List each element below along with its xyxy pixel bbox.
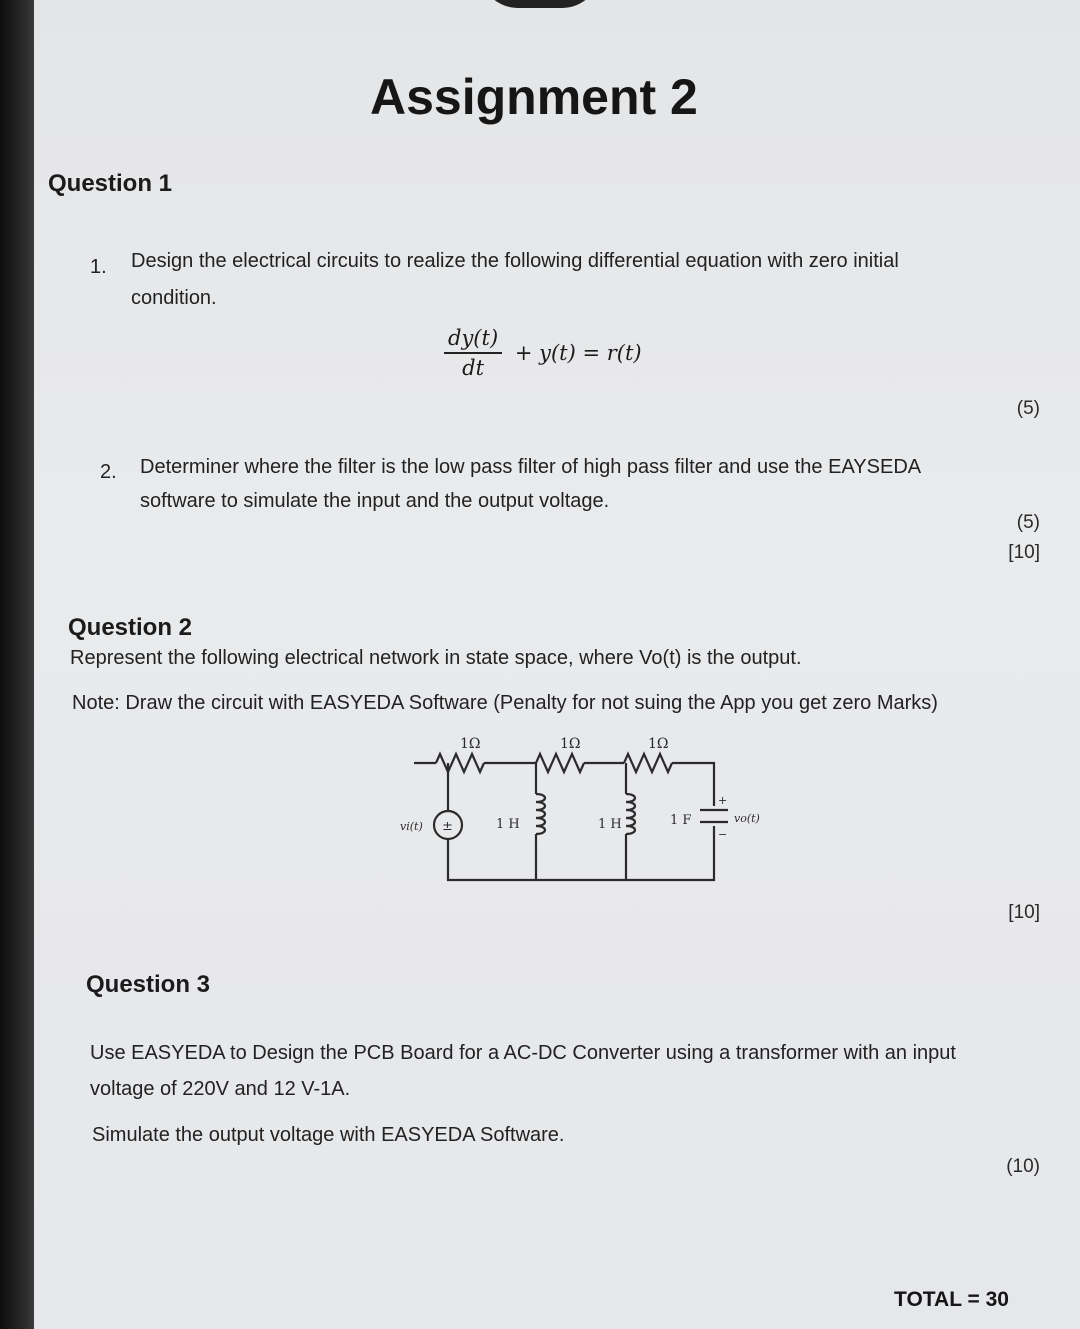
resistor-1-label: 1Ω bbox=[460, 736, 481, 752]
q2-note: Note: Draw the circuit with EASYEDA Software (Penalty for not suing the App you get zero Marks) bbox=[72, 692, 938, 714]
resistor-1-symbol bbox=[436, 754, 484, 772]
q3-marks: (10) bbox=[1006, 1156, 1040, 1177]
q1-item2-number: 2. bbox=[100, 461, 117, 483]
question-3-heading: Question 3 bbox=[86, 971, 211, 998]
output-plus-sign: + bbox=[718, 794, 728, 807]
circuit-diagram bbox=[364, 728, 784, 893]
resistor-3-label: 1Ω bbox=[648, 736, 669, 752]
device-bezel bbox=[0, 0, 34, 1329]
inductor-1-symbol bbox=[536, 794, 545, 834]
resistor-2-label: 1Ω bbox=[560, 736, 581, 752]
q3-line3: Simulate the output voltage with EASYEDA Software. bbox=[92, 1124, 565, 1146]
equation-numerator: dy(t) bbox=[444, 326, 502, 354]
source-polarity-sign: ± bbox=[442, 819, 453, 834]
q1-item2-line1: Determiner where the filter is the low pass filter of high pass filter and use the EAYSEDA bbox=[140, 456, 922, 478]
inductor-2-label: 1 H bbox=[598, 817, 622, 832]
q2-line1: Represent the following electrical network in state space, where Vo(t) is the output. bbox=[70, 647, 802, 669]
equation-rest: + y(t) = r(t) bbox=[514, 341, 642, 365]
question-2-heading: Question 2 bbox=[68, 614, 193, 641]
q1-item2-line2: software to simulate the input and the output voltage. bbox=[140, 490, 610, 512]
q1-item1-number: 1. bbox=[90, 256, 107, 278]
wire-top-right bbox=[672, 763, 714, 806]
inductor-2-symbol bbox=[626, 794, 635, 834]
source-label: vi(t) bbox=[400, 820, 423, 833]
q3-line2: voltage of 220V and 12 V-1A. bbox=[90, 1078, 351, 1100]
differential-equation bbox=[444, 326, 642, 380]
capacitor-label: 1 F bbox=[670, 813, 692, 828]
resistor-2-symbol bbox=[536, 754, 584, 772]
output-label: vo(t) bbox=[734, 812, 760, 825]
page-title: Assignment 2 bbox=[370, 69, 698, 125]
resistor-3-symbol bbox=[624, 754, 672, 772]
q1-item1-marks: (5) bbox=[1016, 398, 1040, 419]
output-minus-sign: − bbox=[718, 828, 728, 841]
q1-item1-line2: condition. bbox=[131, 287, 217, 309]
q2-marks: [10] bbox=[1008, 902, 1040, 923]
q1-item2-marks: (5) bbox=[1016, 512, 1040, 533]
document-page bbox=[34, 0, 1080, 1329]
equation-fraction bbox=[444, 326, 502, 380]
equation-denominator: dt bbox=[462, 356, 485, 380]
wire-bottom bbox=[448, 826, 714, 880]
inductor-1-label: 1 H bbox=[496, 817, 520, 832]
q3-line1: Use EASYEDA to Design the PCB Board for a AC-DC Converter using a transformer with an input bbox=[90, 1042, 956, 1064]
q1-item1-line1: Design the electrical circuits to realize the following differential equation with zero initial bbox=[131, 250, 899, 272]
total-marks: TOTAL = 30 bbox=[894, 1288, 1009, 1311]
q1-total-marks: [10] bbox=[1008, 542, 1040, 563]
question-1-heading: Question 1 bbox=[48, 170, 173, 197]
